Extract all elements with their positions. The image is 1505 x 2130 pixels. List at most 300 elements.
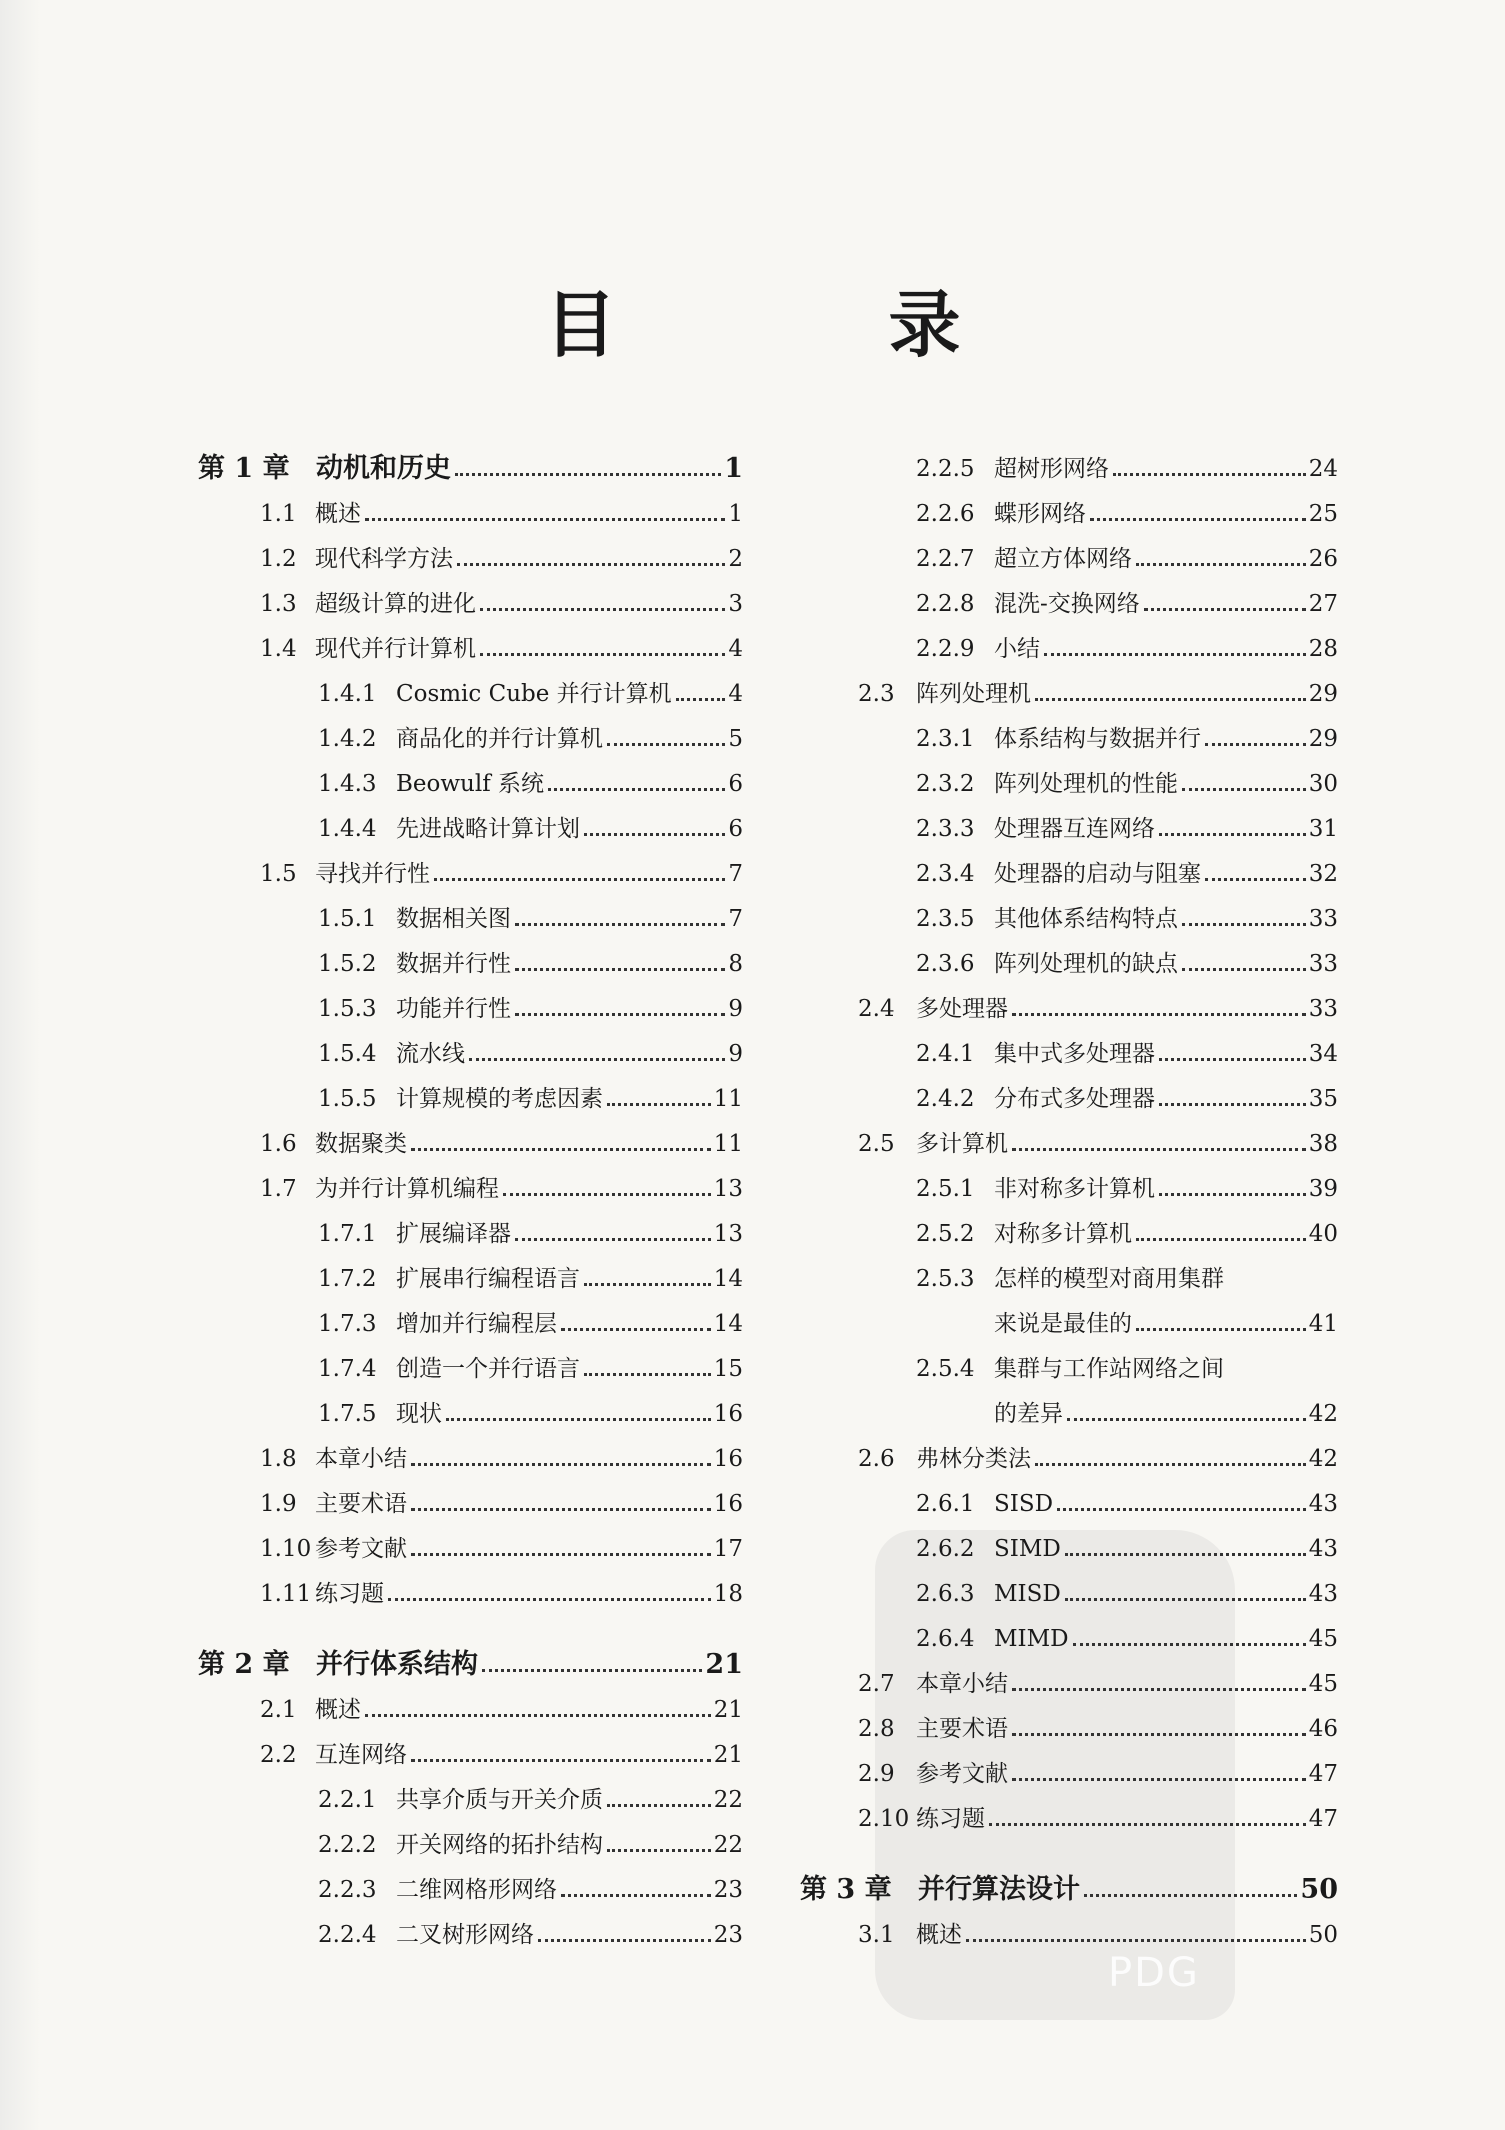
page-number: 22 bbox=[713, 1832, 743, 1858]
page-number: 45 bbox=[1308, 1626, 1338, 1652]
page-number: 16 bbox=[713, 1401, 743, 1427]
page-number: 7 bbox=[728, 861, 743, 887]
toc-entry bbox=[800, 978, 1338, 1023]
entry-number: 1.4.4 bbox=[318, 816, 377, 842]
entry-title: 处理器的启动与阻塞 bbox=[994, 861, 1201, 887]
toc-entry bbox=[800, 933, 1338, 978]
page-number: 35 bbox=[1308, 1086, 1338, 1112]
leader-dots bbox=[1182, 923, 1306, 926]
entry-title: 阵列处理机的缺点 bbox=[994, 951, 1178, 977]
toc-entry bbox=[198, 618, 743, 663]
leader-dots bbox=[561, 1328, 711, 1331]
toc-chapter-entry bbox=[800, 1859, 1338, 1904]
entry-title: 创造一个并行语言 bbox=[396, 1356, 580, 1382]
leader-dots bbox=[584, 1283, 711, 1286]
page-title: 目 录 bbox=[544, 283, 1061, 367]
leader-dots bbox=[1182, 788, 1306, 791]
page-number: 43 bbox=[1308, 1536, 1338, 1562]
leader-dots bbox=[411, 1463, 711, 1466]
page-number: 21 bbox=[705, 1649, 743, 1680]
toc-entry bbox=[198, 1724, 743, 1769]
entry-number: 1.4.1 bbox=[318, 681, 377, 707]
toc-entry bbox=[198, 1248, 743, 1293]
page-number: 5 bbox=[728, 726, 743, 752]
page-number: 47 bbox=[1308, 1806, 1338, 1832]
toc-entry bbox=[800, 708, 1338, 753]
leader-dots bbox=[411, 1508, 711, 1511]
entry-title: 本章小结 bbox=[916, 1671, 1008, 1697]
entry-number: 2.1 bbox=[260, 1697, 297, 1723]
toc-entry bbox=[800, 1068, 1338, 1113]
entry-number: 1.5.2 bbox=[318, 951, 377, 977]
entry-title: 数据聚类 bbox=[315, 1131, 407, 1157]
leader-dots bbox=[515, 923, 725, 926]
toc-chapter-entry bbox=[198, 438, 743, 483]
entry-title: 现代科学方法 bbox=[315, 546, 453, 572]
page-number: 6 bbox=[728, 771, 743, 797]
toc-entry bbox=[198, 1679, 743, 1724]
entry-title: 并行算法设计 bbox=[918, 1874, 1080, 1905]
entry-number: 2.5.3 bbox=[916, 1266, 975, 1292]
entry-number: 1.5.5 bbox=[318, 1086, 377, 1112]
page-number: 16 bbox=[713, 1491, 743, 1517]
toc-entry bbox=[800, 888, 1338, 933]
entry-number: 2.2.6 bbox=[916, 501, 975, 527]
toc-entry bbox=[198, 1293, 743, 1338]
page-number: 4 bbox=[728, 681, 743, 707]
leader-dots bbox=[1205, 878, 1306, 881]
page-number: 7 bbox=[728, 906, 743, 932]
toc-entry bbox=[800, 528, 1338, 573]
page-number: 8 bbox=[728, 951, 743, 977]
toc-entry bbox=[800, 618, 1338, 663]
toc-entry bbox=[198, 1158, 743, 1203]
toc-entry bbox=[800, 1113, 1338, 1158]
entry-title: 分布式多处理器 bbox=[994, 1086, 1155, 1112]
toc-entry bbox=[800, 483, 1338, 528]
entry-title: 来说是最佳的 bbox=[994, 1311, 1132, 1337]
entry-title: 怎样的模型对商用集群 bbox=[994, 1266, 1224, 1292]
leader-dots bbox=[503, 1193, 711, 1196]
page-number: 33 bbox=[1308, 951, 1338, 977]
toc-entry bbox=[198, 1814, 743, 1859]
entry-title: 增加并行编程层 bbox=[396, 1311, 557, 1337]
page-number: 43 bbox=[1308, 1491, 1338, 1517]
toc-entry bbox=[800, 1563, 1338, 1608]
entry-number: 2.8 bbox=[858, 1716, 895, 1742]
entry-number: 1.7.2 bbox=[318, 1266, 377, 1292]
leader-dots bbox=[1205, 743, 1306, 746]
entry-title: 练习题 bbox=[315, 1581, 384, 1607]
leader-dots bbox=[1012, 1778, 1306, 1781]
leader-dots bbox=[1113, 473, 1306, 476]
page-number: 4 bbox=[728, 636, 743, 662]
entry-number: 2.3.1 bbox=[916, 726, 975, 752]
leader-dots bbox=[1159, 1058, 1306, 1061]
page-number: 23 bbox=[713, 1877, 743, 1903]
entry-number: 2.4.1 bbox=[916, 1041, 975, 1067]
entry-number: 1.9 bbox=[260, 1491, 297, 1517]
entry-number: 1.7.4 bbox=[318, 1356, 377, 1382]
toc-entry bbox=[800, 1203, 1338, 1248]
entry-number: 1.4 bbox=[260, 636, 297, 662]
page-number: 1 bbox=[728, 501, 743, 527]
leader-dots bbox=[1012, 1733, 1306, 1736]
entry-title: 练习题 bbox=[916, 1806, 985, 1832]
leader-dots bbox=[1012, 1688, 1306, 1691]
leader-dots bbox=[1073, 1643, 1306, 1646]
page-number: 21 bbox=[713, 1742, 743, 1768]
entry-title: 超树形网络 bbox=[994, 456, 1109, 482]
leader-dots bbox=[1012, 1013, 1306, 1016]
page-number: 21 bbox=[713, 1697, 743, 1723]
page-number: 34 bbox=[1308, 1041, 1338, 1067]
entry-title: Beowulf 系统 bbox=[396, 771, 545, 797]
entry-title: 超级计算的进化 bbox=[315, 591, 476, 617]
leader-dots bbox=[1144, 608, 1306, 611]
page-number: 41 bbox=[1308, 1311, 1338, 1337]
entry-title: 流水线 bbox=[396, 1041, 465, 1067]
entry-number: 2.2.8 bbox=[916, 591, 975, 617]
entry-title: 非对称多计算机 bbox=[994, 1176, 1155, 1202]
entry-title: SIMD bbox=[994, 1536, 1061, 1562]
entry-title: 的差异 bbox=[994, 1401, 1063, 1427]
toc-entry bbox=[198, 1068, 743, 1113]
toc-entry bbox=[198, 1383, 743, 1428]
entry-title: 主要术语 bbox=[916, 1716, 1008, 1742]
page-number: 27 bbox=[1308, 591, 1338, 617]
entry-title: 概述 bbox=[916, 1922, 962, 1948]
toc-column-right bbox=[800, 438, 1338, 1949]
leader-dots bbox=[1065, 1598, 1306, 1601]
entry-title: 共享介质与开关介质 bbox=[396, 1787, 603, 1813]
entry-number: 2.5.2 bbox=[916, 1221, 975, 1247]
page-number: 32 bbox=[1308, 861, 1338, 887]
leader-dots bbox=[411, 1148, 711, 1151]
leader-dots bbox=[480, 608, 725, 611]
entry-title: 参考文献 bbox=[916, 1761, 1008, 1787]
page-number: 2 bbox=[728, 546, 743, 572]
entry-title: 阵列处理机的性能 bbox=[994, 771, 1178, 797]
entry-number: 2.3.6 bbox=[916, 951, 975, 977]
leader-dots bbox=[1035, 1463, 1306, 1466]
leader-dots bbox=[457, 563, 725, 566]
page-number: 30 bbox=[1308, 771, 1338, 797]
leader-dots bbox=[455, 473, 721, 476]
page-number: 29 bbox=[1308, 726, 1338, 752]
entry-number: 2.3.2 bbox=[916, 771, 975, 797]
entry-number: 1.5.3 bbox=[318, 996, 377, 1022]
entry-title: 对称多计算机 bbox=[994, 1221, 1132, 1247]
leader-dots bbox=[365, 1714, 711, 1717]
toc-entry bbox=[800, 1158, 1338, 1203]
page-number: 47 bbox=[1308, 1761, 1338, 1787]
toc-entry bbox=[198, 1859, 743, 1904]
leader-dots bbox=[1065, 1553, 1306, 1556]
entry-number: 2.2.2 bbox=[318, 1832, 377, 1858]
toc-entry bbox=[800, 1698, 1338, 1743]
leader-dots bbox=[607, 1804, 711, 1807]
entry-title: 主要术语 bbox=[315, 1491, 407, 1517]
toc-entry bbox=[800, 1023, 1338, 1068]
leader-dots bbox=[482, 1669, 702, 1672]
entry-number: 2.6.1 bbox=[916, 1491, 975, 1517]
leader-dots bbox=[1136, 563, 1306, 566]
leader-dots bbox=[388, 1598, 711, 1601]
entry-number: 2.6.4 bbox=[916, 1626, 975, 1652]
toc-entry bbox=[800, 1383, 1338, 1428]
entry-title: 集群与工作站网络之间 bbox=[994, 1356, 1224, 1382]
toc-entry bbox=[198, 1473, 743, 1518]
toc-entry bbox=[198, 1904, 743, 1949]
entry-title: 先进战略计算计划 bbox=[396, 816, 580, 842]
leader-dots bbox=[1090, 518, 1306, 521]
entry-title: MISD bbox=[994, 1581, 1061, 1607]
entry-title: 动机和历史 bbox=[316, 453, 451, 484]
entry-title: SISD bbox=[994, 1491, 1054, 1517]
entry-number: 2.2.1 bbox=[318, 1787, 377, 1813]
entry-title: 开关网络的拓扑结构 bbox=[396, 1832, 603, 1858]
page-number: 33 bbox=[1308, 996, 1338, 1022]
entry-title: 扩展串行编程语言 bbox=[396, 1266, 580, 1292]
toc-column-left bbox=[198, 438, 743, 1949]
toc-entry bbox=[800, 663, 1338, 708]
leader-dots bbox=[1067, 1418, 1306, 1421]
page-number: 18 bbox=[713, 1581, 743, 1607]
page-number: 29 bbox=[1308, 681, 1338, 707]
entry-number: 2.2.9 bbox=[916, 636, 975, 662]
entry-number: 2.5.1 bbox=[916, 1176, 975, 1202]
entry-number: 1.7.5 bbox=[318, 1401, 377, 1427]
entry-number: 1.7 bbox=[260, 1176, 297, 1202]
toc-entry bbox=[800, 798, 1338, 843]
toc-entry bbox=[800, 1428, 1338, 1473]
entry-number: 第 3 章 bbox=[800, 1874, 892, 1905]
leader-dots bbox=[434, 878, 725, 881]
entry-number: 2.6 bbox=[858, 1446, 895, 1472]
page-number: 50 bbox=[1308, 1922, 1338, 1948]
entry-title: MIMD bbox=[994, 1626, 1069, 1652]
entry-number: 2.2.7 bbox=[916, 546, 975, 572]
leader-dots bbox=[561, 1894, 711, 1897]
entry-number: 2.2.3 bbox=[318, 1877, 377, 1903]
page-number: 40 bbox=[1308, 1221, 1338, 1247]
leader-dots bbox=[469, 1058, 725, 1061]
toc-entry bbox=[800, 1338, 1338, 1383]
toc-entry bbox=[800, 1473, 1338, 1518]
entry-number: 2.4 bbox=[858, 996, 895, 1022]
page-number: 16 bbox=[713, 1446, 743, 1472]
page-number: 23 bbox=[713, 1922, 743, 1948]
entry-title: 弗林分类法 bbox=[916, 1446, 1031, 1472]
leader-dots bbox=[1136, 1238, 1306, 1241]
entry-title: 概述 bbox=[315, 501, 361, 527]
page-number: 26 bbox=[1308, 546, 1338, 572]
page-number: 43 bbox=[1308, 1581, 1338, 1607]
toc-entry bbox=[198, 753, 743, 798]
entry-title: 多处理器 bbox=[916, 996, 1008, 1022]
leader-dots bbox=[548, 788, 725, 791]
entry-number: 2.6.2 bbox=[916, 1536, 975, 1562]
page-number: 46 bbox=[1308, 1716, 1338, 1742]
entry-number: 2.10 bbox=[858, 1806, 910, 1832]
toc-entry bbox=[198, 1113, 743, 1158]
leader-dots bbox=[989, 1823, 1306, 1826]
leader-dots bbox=[515, 968, 725, 971]
entry-number: 2.9 bbox=[858, 1761, 895, 1787]
entry-number: 1.11 bbox=[260, 1581, 312, 1607]
page-number: 42 bbox=[1308, 1401, 1338, 1427]
leader-dots bbox=[1012, 1148, 1306, 1151]
entry-title: 超立方体网络 bbox=[994, 546, 1132, 572]
entry-title: 参考文献 bbox=[315, 1536, 407, 1562]
entry-number: 2.2.4 bbox=[318, 1922, 377, 1948]
entry-title: 本章小结 bbox=[315, 1446, 407, 1472]
entry-number: 1.7.3 bbox=[318, 1311, 377, 1337]
leader-dots bbox=[584, 1373, 711, 1376]
toc-entry bbox=[800, 1518, 1338, 1563]
page-number: 3 bbox=[728, 591, 743, 617]
entry-title: 现代并行计算机 bbox=[315, 636, 476, 662]
entry-title: 体系结构与数据并行 bbox=[994, 726, 1201, 752]
leader-dots bbox=[1084, 1894, 1297, 1897]
leader-dots bbox=[411, 1553, 711, 1556]
toc-entry bbox=[198, 573, 743, 618]
page-number: 31 bbox=[1308, 816, 1338, 842]
watermark-text: PDG bbox=[1108, 1950, 1200, 1996]
entry-number: 1.5.4 bbox=[318, 1041, 377, 1067]
toc-entry bbox=[800, 843, 1338, 888]
leader-dots bbox=[1136, 1328, 1306, 1331]
entry-number: 3.1 bbox=[858, 1922, 895, 1948]
leader-dots bbox=[365, 518, 725, 521]
entry-title: 功能并行性 bbox=[396, 996, 511, 1022]
page-number: 42 bbox=[1308, 1446, 1338, 1472]
entry-title: 并行体系结构 bbox=[316, 1649, 478, 1680]
entry-number: 第 1 章 bbox=[198, 453, 290, 484]
entry-number: 2.3.5 bbox=[916, 906, 975, 932]
toc-entry bbox=[198, 1023, 743, 1068]
entry-number: 1.7.1 bbox=[318, 1221, 377, 1247]
page-number: 9 bbox=[728, 1041, 743, 1067]
entry-title: 商品化的并行计算机 bbox=[396, 726, 603, 752]
page-number: 39 bbox=[1308, 1176, 1338, 1202]
leader-dots bbox=[1044, 653, 1306, 656]
entry-number: 1.2 bbox=[260, 546, 297, 572]
page-number: 45 bbox=[1308, 1671, 1338, 1697]
page-number: 13 bbox=[713, 1176, 743, 1202]
page-number: 1 bbox=[724, 453, 743, 484]
entry-number: 2.2 bbox=[260, 1742, 297, 1768]
entry-title: 处理器互连网络 bbox=[994, 816, 1155, 842]
page-number: 14 bbox=[713, 1266, 743, 1292]
toc-entry bbox=[800, 1248, 1338, 1293]
toc-entry bbox=[800, 573, 1338, 618]
page-number: 6 bbox=[728, 816, 743, 842]
entry-number: 1.10 bbox=[260, 1536, 312, 1562]
entry-number: 1.8 bbox=[260, 1446, 297, 1472]
toc-entry bbox=[198, 1338, 743, 1383]
toc-entry bbox=[198, 933, 743, 978]
entry-title: 二叉树形网络 bbox=[396, 1922, 534, 1948]
leader-dots bbox=[1035, 698, 1306, 701]
entry-number: 2.3.3 bbox=[916, 816, 975, 842]
leader-dots bbox=[966, 1939, 1306, 1942]
leader-dots bbox=[446, 1418, 711, 1421]
toc-entry bbox=[198, 663, 743, 708]
leader-dots bbox=[607, 1103, 711, 1106]
page-number: 28 bbox=[1308, 636, 1338, 662]
leader-dots bbox=[1159, 1193, 1306, 1196]
leader-dots bbox=[480, 653, 725, 656]
toc-entry bbox=[198, 528, 743, 573]
toc-entry bbox=[198, 708, 743, 753]
toc-entry bbox=[198, 1518, 743, 1563]
page-number: 13 bbox=[713, 1221, 743, 1247]
entry-number: 2.2.5 bbox=[916, 456, 975, 482]
leader-dots bbox=[1159, 833, 1306, 836]
entry-title: 其他体系结构特点 bbox=[994, 906, 1178, 932]
entry-title: 扩展编译器 bbox=[396, 1221, 511, 1247]
entry-number: 1.6 bbox=[260, 1131, 297, 1157]
toc-entry bbox=[800, 1743, 1338, 1788]
leader-dots bbox=[676, 698, 726, 701]
entry-number: 1.3 bbox=[260, 591, 297, 617]
entry-title: Cosmic Cube 并行计算机 bbox=[396, 681, 672, 707]
toc-entry bbox=[198, 798, 743, 843]
page-number: 33 bbox=[1308, 906, 1338, 932]
leader-dots bbox=[515, 1238, 711, 1241]
entry-title: 概述 bbox=[315, 1697, 361, 1723]
toc-entry bbox=[800, 1608, 1338, 1653]
toc-entry bbox=[198, 1563, 743, 1608]
page-number: 17 bbox=[713, 1536, 743, 1562]
toc-entry bbox=[198, 1203, 743, 1248]
toc-entry bbox=[800, 753, 1338, 798]
entry-number: 1.1 bbox=[260, 501, 297, 527]
toc-entry bbox=[198, 888, 743, 933]
entry-title: 小结 bbox=[994, 636, 1040, 662]
leader-dots bbox=[1182, 968, 1306, 971]
leader-dots bbox=[1057, 1508, 1306, 1511]
toc-entry bbox=[800, 438, 1338, 483]
entry-title: 现状 bbox=[396, 1401, 442, 1427]
entry-number: 2.5.4 bbox=[916, 1356, 975, 1382]
entry-title: 阵列处理机 bbox=[916, 681, 1031, 707]
leader-dots bbox=[584, 833, 725, 836]
toc-entry bbox=[800, 1904, 1338, 1949]
entry-number: 1.5.1 bbox=[318, 906, 377, 932]
entry-number: 2.5 bbox=[858, 1131, 895, 1157]
leader-dots bbox=[607, 743, 725, 746]
entry-number: 2.3.4 bbox=[916, 861, 975, 887]
page-number: 15 bbox=[713, 1356, 743, 1382]
entry-title: 混洗-交换网络 bbox=[994, 591, 1140, 617]
toc-entry bbox=[800, 1788, 1338, 1833]
toc-entry bbox=[198, 843, 743, 888]
toc-chapter-entry bbox=[198, 1634, 743, 1679]
page-number: 22 bbox=[713, 1787, 743, 1813]
page-number: 11 bbox=[713, 1131, 743, 1157]
page-number: 38 bbox=[1308, 1131, 1338, 1157]
page-number: 50 bbox=[1300, 1874, 1338, 1905]
entry-title: 二维网格形网络 bbox=[396, 1877, 557, 1903]
entry-title: 蝶形网络 bbox=[994, 501, 1086, 527]
toc-entry bbox=[800, 1293, 1338, 1338]
page-number: 24 bbox=[1308, 456, 1338, 482]
entry-title: 数据并行性 bbox=[396, 951, 511, 977]
entry-title: 数据相关图 bbox=[396, 906, 511, 932]
